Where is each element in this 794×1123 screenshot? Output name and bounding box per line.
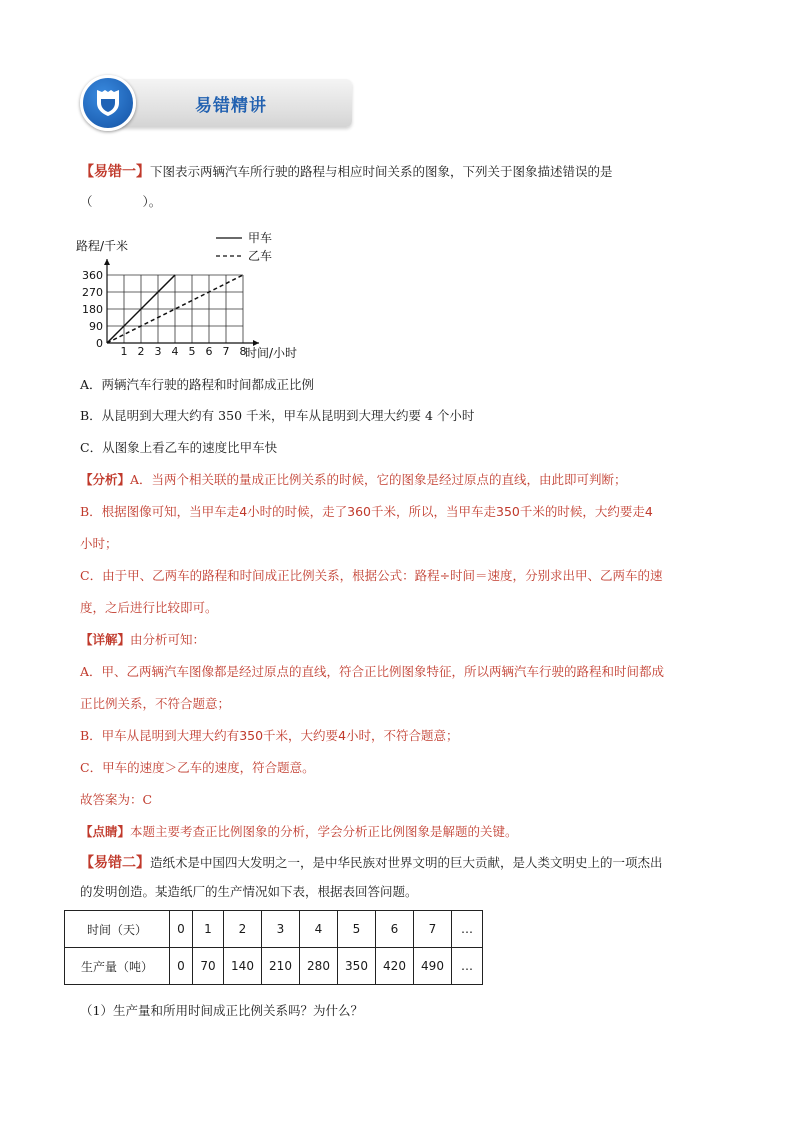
analysis-b-num-1: 4 — [239, 504, 248, 519]
analysis-tag: 【分析】 — [80, 472, 131, 487]
table-row — [65, 911, 483, 948]
chart-legend — [216, 231, 272, 263]
x-tick-label: 6 — [205, 345, 213, 358]
comment-line — [80, 824, 518, 840]
analysis-b-num-2: 360 — [347, 504, 372, 519]
legend-label: 甲车 — [248, 231, 273, 245]
table-row-header: 时间（天） — [65, 911, 170, 948]
table-cell: 7 — [414, 911, 452, 948]
detail-a-1: A．甲、乙两辆汽车图像都是经过原点的直线，符合正比例图象特征，所以两辆汽车行驶的路程和时间都成 — [80, 664, 665, 679]
analysis-a-line — [80, 472, 627, 488]
detail-b-text-3: 小时，不符合题意； — [346, 728, 459, 743]
banner-title: 易错精讲 — [195, 96, 267, 116]
detail-intro: 由分析可知： — [130, 632, 206, 647]
analysis-b-cont: 小时； — [80, 536, 118, 551]
y-tick-label: 90 — [89, 320, 103, 333]
detail-b-line — [80, 728, 459, 744]
table-cell: 6 — [376, 911, 414, 948]
x-tick-label: 7 — [222, 345, 230, 358]
x-tick-label: 1 — [120, 345, 128, 358]
detail-tag: 【详解】 — [80, 632, 131, 647]
detail-b-text-1: B．甲车从昆明到大理大约有 — [80, 728, 240, 743]
shield-icon — [96, 89, 120, 117]
analysis-b-text-3: 千米，所以，当甲车走 — [371, 504, 497, 519]
detail-a-2: 正比例关系，不符合题意； — [80, 696, 231, 711]
table-cell: 2 — [224, 911, 262, 948]
y-tick-label: 270 — [82, 286, 103, 299]
analysis-b-line — [80, 504, 653, 520]
analysis-c-2: 度，之后进行比较即可。 — [80, 600, 218, 615]
table-cell: 280 — [300, 948, 338, 985]
table-cell: 4 — [300, 911, 338, 948]
q1-option-b: B．从昆明到大理大约有 350 千米，甲车从昆明到大理大约要 4 个小时 — [80, 408, 475, 423]
q2-question-1: （1）生产量和所用时间成正比例关系吗？为什么？ — [80, 1003, 363, 1018]
answer-line: 故答案为：C — [80, 792, 153, 807]
table-row — [65, 948, 483, 985]
y-tick-label: 360 — [82, 269, 103, 282]
detail-line — [80, 632, 205, 648]
table-cell: 420 — [376, 948, 414, 985]
analysis-b-num-4: 4 — [644, 504, 653, 519]
table-cell: 210 — [262, 948, 300, 985]
shield-badge-icon — [80, 75, 136, 131]
q1-stem-line — [80, 164, 613, 180]
table-cell: 0 — [170, 911, 193, 948]
table-cell: 1 — [193, 911, 224, 948]
section-banner — [80, 75, 352, 131]
analysis-b-text-4: 千米的时候，大约要走 — [519, 504, 645, 519]
production-table — [64, 910, 483, 985]
table-cell: 350 — [338, 948, 376, 985]
x-tick-label: 8 — [239, 345, 247, 358]
q1-blank: （ ）。 — [80, 194, 162, 209]
table-cell: 490 — [414, 948, 452, 985]
comment-text: 本题主要考查正比例图象的分析，学会分析正比例图象是解题的关键。 — [130, 824, 518, 839]
table-row-header: 生产量（吨） — [65, 948, 170, 985]
table-cell: 3 — [262, 911, 300, 948]
distance-time-chart — [74, 222, 324, 362]
x-tick-label: 3 — [154, 345, 162, 358]
table-cell: 0 — [170, 948, 193, 985]
q1-tag: 【易错一】 — [80, 164, 150, 180]
table-cell: 5 — [338, 911, 376, 948]
q1-stem: 下图表示两辆汽车所行驶的路程与相应时间关系的图象，下列关于图象描述错误的是 — [150, 164, 613, 179]
detail-b-num-2: 4 — [338, 728, 347, 743]
origin-label: 0 — [96, 337, 103, 350]
q1-option-a: A．两辆汽车行驶的路程和时间都成正比例 — [80, 377, 315, 392]
y-tick-label: 180 — [82, 303, 103, 316]
table-cell: 70 — [193, 948, 224, 985]
q2-stem-2: 的发明创造。某造纸厂的生产情况如下表，根据表回答问题。 — [80, 884, 418, 899]
y-axis-label: 路程/千米 — [76, 239, 129, 253]
detail-b-text-2: 千米，大约要 — [263, 728, 339, 743]
analysis-b-num-3: 350 — [496, 504, 520, 519]
comment-tag: 【点睛】 — [80, 824, 131, 839]
analysis-b-text-2: 小时的时候，走了 — [247, 504, 348, 519]
table-cell: … — [452, 948, 483, 985]
analysis-b-text-1: B．根据图像可知，当甲车走 — [80, 504, 240, 519]
q2-stem-line — [80, 855, 663, 871]
x-tick-label: 5 — [188, 345, 196, 358]
table-cell: … — [452, 911, 483, 948]
analysis-a: A．当两个相关联的量成正比例关系的时候，它的图象是经过原点的直线，由此即可判断； — [130, 472, 627, 487]
detail-b-num-1: 350 — [239, 728, 264, 743]
detail-c: C．甲车的速度＞乙车的速度，符合题意。 — [80, 760, 315, 775]
x-axis-label: 时间/小时 — [245, 346, 298, 360]
analysis-c-1: C．由于甲、乙两车的路程和时间成正比例关系，根据公式：路程÷时间＝速度，分别求出甲、乙两车的速 — [80, 568, 663, 583]
table-cell: 140 — [224, 948, 262, 985]
q1-option-c: C．从图象上看乙车的速度比甲车快 — [80, 440, 278, 455]
q2-stem-1: 造纸术是中国四大发明之一，是中华民族对世界文明的巨大贡献，是人类文明史上的一项杰出 — [150, 855, 663, 870]
x-tick-label: 4 — [171, 345, 179, 358]
x-tick-label: 2 — [137, 345, 145, 358]
legend-label: 乙车 — [248, 249, 273, 263]
q2-tag: 【易错二】 — [80, 855, 150, 871]
y-axis-arrow — [104, 259, 110, 265]
